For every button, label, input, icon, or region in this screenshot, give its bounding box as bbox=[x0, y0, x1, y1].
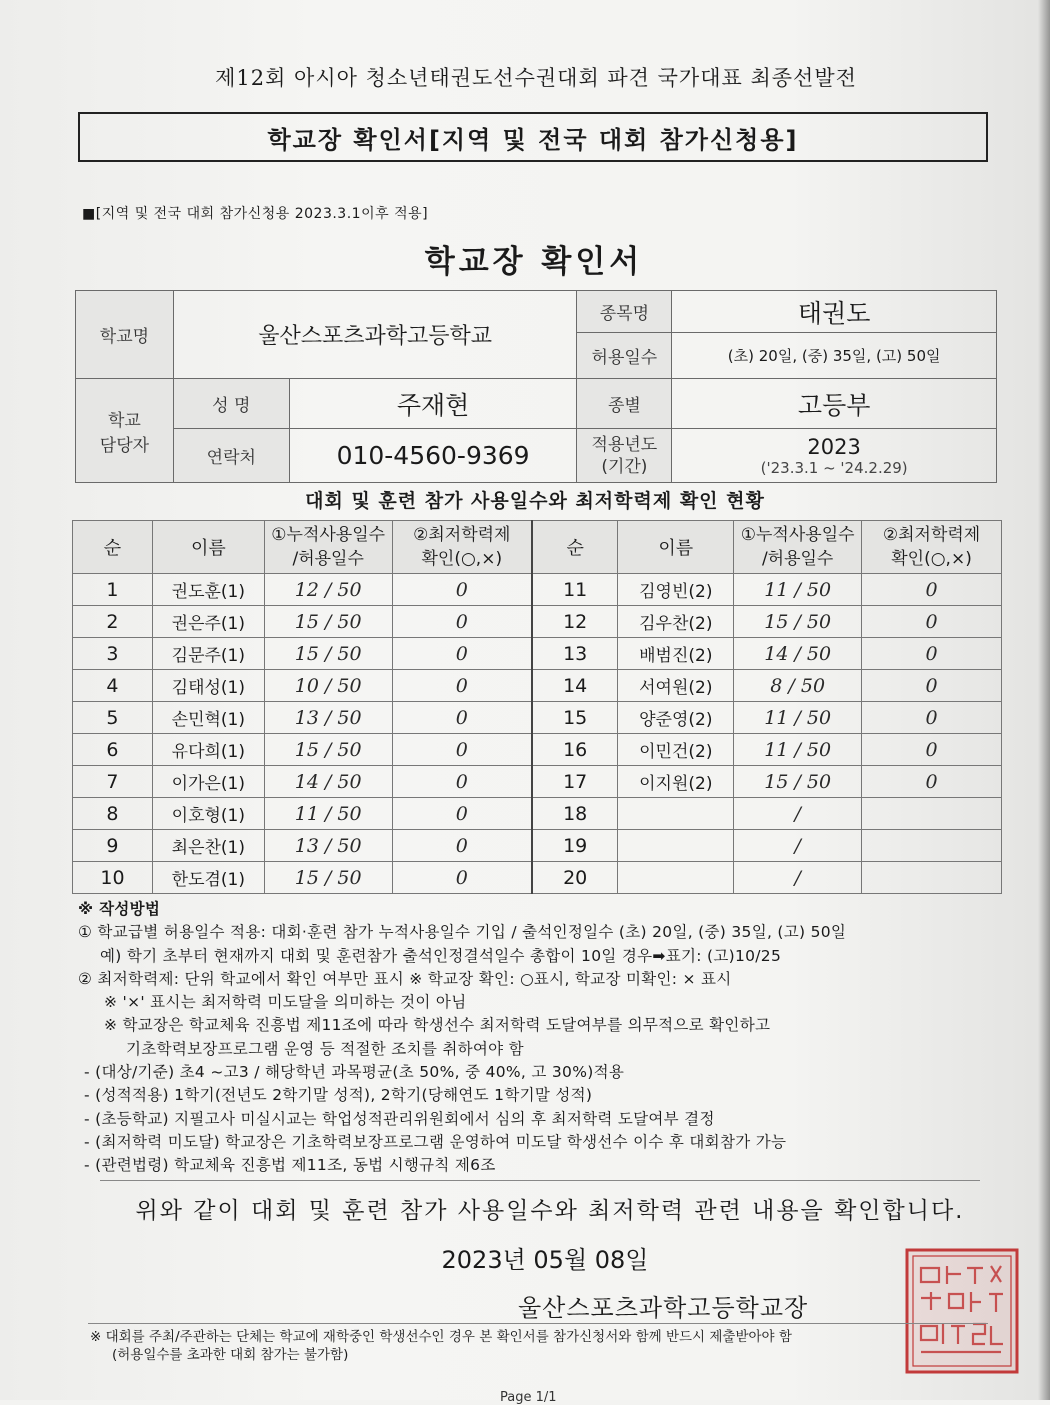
student-name: 이민건(2) bbox=[618, 734, 734, 766]
used-days: 14 / 50 bbox=[264, 766, 392, 798]
row-no: 19 bbox=[532, 830, 618, 862]
min-check: 0 bbox=[392, 606, 532, 638]
min-check bbox=[862, 830, 1002, 862]
used-days: 10 / 50 bbox=[264, 670, 392, 702]
row-no: 15 bbox=[532, 702, 618, 734]
table-row bbox=[73, 734, 1002, 766]
allowed-days-label: 허용일수 bbox=[577, 333, 672, 379]
col-days: ①누적사용일수 /허용일수 bbox=[734, 521, 862, 574]
row-no: 4 bbox=[73, 670, 153, 702]
name-label: 성 명 bbox=[173, 379, 289, 429]
instructions-heading: ※ 작성방법 bbox=[78, 900, 161, 918]
instruction-line: - (성적적용) 1학기(전년도 2학기말 성적), 2학기(당해연도 1학기말 성적) bbox=[84, 1086, 593, 1105]
row-no: 1 bbox=[73, 574, 153, 606]
row-no: 9 bbox=[73, 830, 153, 862]
min-check bbox=[862, 798, 1002, 830]
min-check: 0 bbox=[862, 734, 1002, 766]
min-check: 0 bbox=[392, 638, 532, 670]
contact-label: 연락처 bbox=[173, 429, 289, 483]
table-row bbox=[73, 862, 1002, 894]
min-check: 0 bbox=[862, 702, 1002, 734]
student-name: 김태성(1) bbox=[152, 670, 264, 702]
issue-date: 2023년 05월 08일 bbox=[441, 1246, 649, 1274]
col-no: 순 bbox=[73, 521, 153, 574]
row-no: 6 bbox=[73, 734, 153, 766]
row-no: 12 bbox=[532, 606, 618, 638]
used-days: 15 / 50 bbox=[734, 606, 862, 638]
min-check: 0 bbox=[392, 574, 532, 606]
division-label: 종별 bbox=[577, 379, 672, 429]
sport-value: 태권도 bbox=[672, 291, 997, 333]
instruction-line: 예) 학기 초부터 현재까지 대회 및 훈련참가 출석인정결석일수 총합이 10일 경우➡표기: (고)10/25 bbox=[100, 946, 782, 965]
min-check: 0 bbox=[392, 766, 532, 798]
col-days: ①누적사용일수 /허용일수 bbox=[264, 521, 392, 574]
instruction-line: - (관련법령) 학교체육 진흥법 제11조, 동법 시행규칙 제6조 bbox=[84, 1156, 496, 1175]
col-no: 순 bbox=[532, 521, 618, 574]
used-days: 11 / 50 bbox=[734, 734, 862, 766]
principal-name: 울산스포츠과학고등학교장 bbox=[518, 1294, 809, 1322]
student-name: 양준영(2) bbox=[618, 702, 734, 734]
instruction-line: ① 학교급별 허용일수 적용: 대회·훈련 참가 누적사용일수 기입 / 출석인정일수 (초) 20일, (중) 35일, (고) 50일 bbox=[78, 923, 847, 942]
student-name: 손민혁(1) bbox=[152, 702, 264, 734]
table-row bbox=[73, 702, 1002, 734]
table-row bbox=[73, 574, 1002, 606]
used-days: 11 / 50 bbox=[264, 798, 392, 830]
student-status-table bbox=[72, 520, 1002, 894]
section-title: 대회 및 훈련 참가 사용일수와 최저학력제 확인 현황 bbox=[305, 490, 765, 512]
min-check: 0 bbox=[862, 574, 1002, 606]
used-days: 13 / 50 bbox=[264, 830, 392, 862]
school-label: 학교명 bbox=[76, 291, 174, 379]
school-name: 울산스포츠과학고등학교 bbox=[173, 291, 577, 379]
year-cell bbox=[672, 429, 997, 483]
page-number: Page 1/1 bbox=[500, 1390, 557, 1405]
footnote-line: ※ 대회를 주최/주관하는 단체는 학교에 재학중인 학생선수인 경우 본 확인서를 참가신청서와 함께 반드시 제출받아야 함 bbox=[90, 1329, 792, 1345]
period-value: ('23.3.1 ~ '24.2.29) bbox=[760, 458, 908, 477]
instruction-line: 기초학력보장프로그램 운영 등 적절한 조치를 취하여야 함 bbox=[126, 1039, 524, 1058]
min-check: 0 bbox=[392, 830, 532, 862]
row-no: 7 bbox=[73, 766, 153, 798]
student-name: 김문주(1) bbox=[152, 638, 264, 670]
boxed-form-title: 학교장 확인서[지역 및 전국 대회 참가신청용] bbox=[78, 112, 988, 162]
row-no: 14 bbox=[532, 670, 618, 702]
instruction-line: - (대상/기준) 초4 ~고3 / 해당학년 과목평균(초 50%, 중 40%, 고 30%)적용 bbox=[84, 1063, 625, 1082]
year-label: 적용년도 (기간) bbox=[577, 429, 672, 483]
student-name: 한도겸(1) bbox=[152, 862, 264, 894]
row-no: 16 bbox=[532, 734, 618, 766]
used-days: 13 / 50 bbox=[264, 702, 392, 734]
student-name: 이가은(1) bbox=[152, 766, 264, 798]
table-row bbox=[73, 606, 1002, 638]
table-row bbox=[73, 638, 1002, 670]
manager-name: 주재현 bbox=[289, 379, 577, 429]
row-no: 17 bbox=[532, 766, 618, 798]
student-name: 이지원(2) bbox=[618, 766, 734, 798]
school-info-table bbox=[75, 290, 997, 483]
min-check: 0 bbox=[392, 670, 532, 702]
min-check: 0 bbox=[392, 798, 532, 830]
col-name: 이름 bbox=[152, 521, 264, 574]
table-row bbox=[73, 766, 1002, 798]
student-name: 서여원(2) bbox=[618, 670, 734, 702]
used-days: 15 / 50 bbox=[264, 606, 392, 638]
confirmation-statement: 위와 같이 대회 및 훈련 참가 사용일수와 최저학력 관련 내용을 확인합니다. bbox=[135, 1198, 965, 1224]
col-name: 이름 bbox=[618, 521, 734, 574]
footnote bbox=[90, 1328, 1020, 1364]
used-days: 14 / 50 bbox=[734, 638, 862, 670]
division-value: 고등부 bbox=[672, 379, 997, 429]
manager-label: 학교 담당자 bbox=[76, 379, 174, 483]
used-days: 15 / 50 bbox=[264, 862, 392, 894]
divider bbox=[88, 1323, 988, 1324]
contact-value: 010-4560-9369 bbox=[289, 429, 577, 483]
min-check: 0 bbox=[392, 702, 532, 734]
min-check bbox=[862, 862, 1002, 894]
year-value: 2023 bbox=[807, 434, 861, 459]
instruction-line: - (초등학교) 지필고사 미실시교는 학업성적관리위원회에서 심의 후 최저학력 도달여부 결정 bbox=[84, 1109, 715, 1128]
table-row bbox=[73, 798, 1002, 830]
student-name bbox=[618, 862, 734, 894]
min-check: 0 bbox=[392, 734, 532, 766]
row-no: 13 bbox=[532, 638, 618, 670]
footnote-line: (허용일수를 초과한 대회 참가는 불가함) bbox=[112, 1347, 349, 1363]
col-min: ②최저학력제 확인(○,×) bbox=[862, 521, 1002, 574]
used-days: 8 / 50 bbox=[734, 670, 862, 702]
page-edge-shadow bbox=[1038, 0, 1050, 1400]
instruction-line: ② 최저학력제: 단위 학교에서 확인 여부만 표시 ※ 학교장 확인: ○표시, 학교장 미확인: × 표시 bbox=[78, 969, 732, 988]
table-row bbox=[73, 830, 1002, 862]
used-days: 11 / 50 bbox=[734, 702, 862, 734]
row-no: 20 bbox=[532, 862, 618, 894]
row-no: 2 bbox=[73, 606, 153, 638]
row-no: 11 bbox=[532, 574, 618, 606]
student-name bbox=[618, 798, 734, 830]
row-no: 18 bbox=[532, 798, 618, 830]
applicability-note: ■[지역 및 전국 대회 참가신청용 2023.3.1이후 적용] bbox=[82, 206, 429, 222]
row-no: 3 bbox=[73, 638, 153, 670]
event-title: 제12회 아시아 청소년태권도선수권대회 파견 국가대표 최종선발전 bbox=[215, 66, 857, 90]
used-days: 15 / 50 bbox=[264, 734, 392, 766]
row-no: 5 bbox=[73, 702, 153, 734]
allowed-days-value: (초) 20일, (중) 35일, (고) 50일 bbox=[672, 333, 997, 379]
used-days: 15 / 50 bbox=[264, 638, 392, 670]
used-days: 15 / 50 bbox=[734, 766, 862, 798]
student-name: 유다희(1) bbox=[152, 734, 264, 766]
used-days: 11 / 50 bbox=[734, 574, 862, 606]
min-check: 0 bbox=[862, 606, 1002, 638]
row-no: 8 bbox=[73, 798, 153, 830]
min-check: 0 bbox=[862, 670, 1002, 702]
used-days: / bbox=[734, 830, 862, 862]
used-days: 12 / 50 bbox=[264, 574, 392, 606]
student-name: 권은주(1) bbox=[152, 606, 264, 638]
student-name bbox=[618, 830, 734, 862]
student-name: 최은찬(1) bbox=[152, 830, 264, 862]
student-name: 이호형(1) bbox=[152, 798, 264, 830]
instruction-line: ※ 학교장은 학교체육 진흥법 제11조에 따라 학생선수 최저학력 도달여부를 의무적으로 확인하고 bbox=[104, 1016, 771, 1035]
used-days: / bbox=[734, 862, 862, 894]
min-check: 0 bbox=[392, 862, 532, 894]
divider bbox=[100, 1180, 980, 1181]
sport-label: 종목명 bbox=[577, 291, 672, 333]
instruction-line: ※ '×' 표시는 최저학력 미도달을 의미하는 것이 아님 bbox=[104, 993, 467, 1012]
instruction-line: - (최저학력 미도달) 학교장은 기초학력보장프로그램 운영하여 미도달 학생선수 이수 후 대회참가 가능 bbox=[84, 1132, 787, 1151]
main-title: 학교장 확인서 bbox=[424, 244, 644, 280]
min-check: 0 bbox=[862, 766, 1002, 798]
student-name: 김우찬(2) bbox=[618, 606, 734, 638]
student-name: 김영빈(2) bbox=[618, 574, 734, 606]
student-name: 배범진(2) bbox=[618, 638, 734, 670]
student-name: 권도훈(1) bbox=[152, 574, 264, 606]
used-days: / bbox=[734, 798, 862, 830]
table-row bbox=[73, 670, 1002, 702]
writing-instructions bbox=[78, 898, 1008, 1178]
col-min: ②최저학력제 확인(○,×) bbox=[392, 521, 532, 574]
min-check: 0 bbox=[862, 638, 1002, 670]
row-no: 10 bbox=[73, 862, 153, 894]
